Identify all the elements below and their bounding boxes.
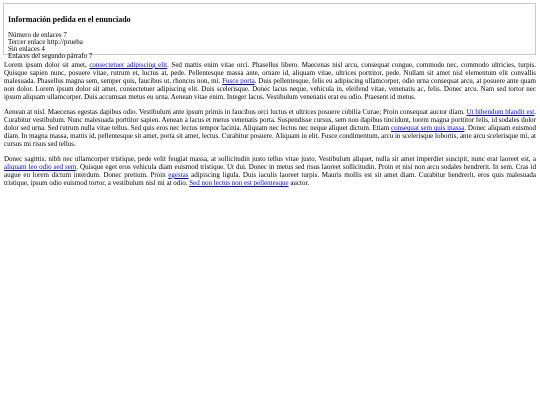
paragraph-text: . Quisque eget eros vehicula diam euismod tristique. Ut dui. Donec in metus sed risus laoreet sollicitudin. Proin et nisi non arcu sodales hendrerit. In sem. Cras id augue eu lorem dictum interdum. Donec pretium. Proin [4, 163, 536, 179]
paragraph-link[interactable]: consequat sem quis massa [390, 124, 465, 132]
paragraph-text: auctor. [288, 179, 310, 187]
article-body [0, 61, 540, 187]
paragraph-link[interactable]: aliquam leo odio sed sem [4, 163, 77, 171]
paragraph-link[interactable]: egestas [168, 171, 189, 179]
paragraph-2 [4, 108, 536, 148]
paragraph-text: Donec sagittis, nibh nec ullamcorper tristique, pede velit feugiat massa, at sollicitudin justo tellus vitae justo. Vestibulum aliquet, nulla sit amet imperdiet suscipit, nunc erat laoreet est, a [4, 155, 536, 163]
paragraph-3 [4, 155, 536, 187]
info-line-third-link: Tercer enlace http://prueba [8, 38, 83, 46]
info-line-second-paragraph-links: Enlaces del segundo párrafo 7 [8, 52, 93, 60]
paragraph-text: . Curabitur vestibulum. Nunc malesuada porttitor sapien. Aenean a lacus et metus venenatis porta. Suspendisse cursus, sem non dapibus tincidunt, lorem magna porttitor felis, id sodales dolor dolor sed urna. Sed rutrum nulla vitae tellus. Sed quis eros nec lectus tempor lacinia. Aliquam nec lectus nec neque aliquet dictum. Etiam [4, 108, 536, 132]
info-panel [3, 3, 536, 60]
paragraph-link[interactable]: Sed non lectus non est pellentesque [189, 179, 289, 187]
info-line-no-links: Sin enlaces 4 [8, 45, 45, 53]
paragraph-link[interactable]: Ut bibendum blandit est [466, 108, 535, 116]
paragraph-text: adipiscing ligula. Duis iaculis laoreet turpis. Mauris mollis est sit amet diam. Curabitur hendrerit, eros quis malesuada tristique, ipsum odio euismod tortor, a vestibulum nisl mi at odio. [4, 171, 536, 187]
info-line-link-count: Número de enlaces 7 [8, 31, 67, 39]
paragraph-text: Lorem ipsum dolor sit amet, [4, 61, 90, 69]
paragraph-link[interactable]: Fusce porta [222, 77, 255, 85]
paragraph-link[interactable]: consectetuer adipiscing elit [89, 61, 168, 69]
paragraph-text: Aenean at nisl. Maecenas egestas dapibus odio. Vestibulum ante ipsum primis in faucibus orci luctus et ultrices posuere cubilia Curae; Proin consequat auctor diam. [4, 108, 467, 116]
paragraph-text: . Donec aliquam euismod diam. In magna massa, mattis id, pellentesque sit amet, porta sit amet, lectus. Curabitur posuere. Aliquam in elit. Fusce condimentum, arcu in scelerisque lobortis, ante arcu scelerisque mi, at cursus mi risus sed tellus. [4, 124, 536, 148]
info-title: Información pedida en el enunciado [8, 15, 131, 24]
paragraph-text: . Sed mattis enim vitae orci. Phasellus libero. Maecenas nisl arcu, consequat congue, commodo nec, commodo ultricies, turpis. Quisque sapien nunc, posuere vitae, rutrum et, luctus at, pede. Pellentesque massa ante, ornare id, aliquam vitae, ultrices porttitor, pede. Nullam sit amet nisl elementum elit convallis malesuada. Phasellus magna sem, semper quis, faucibus ut, rhoncus non, mi. [4, 61, 536, 85]
paragraph-text: . Duis pellentesque, felis eu adipiscing ullamcorper, odio urna consequat arcu, at posuere ante quam non dolor. Lorem ipsum dolor sit amet, consectetuer adipiscing elit. Duis scelerisque. Donec lacus neque, vehicula in, eleifend vitae, venenatis ac, felis. Donec arcu. Nam sed tortor nec ipsum aliquam ullamcorper. Duis accumsan metus eu urna. Aenean vitae enim. Integer lacus. Vestibulum venenatis erat eu odio. Praesent id metus. [4, 77, 536, 101]
paragraph-1 [4, 61, 536, 101]
